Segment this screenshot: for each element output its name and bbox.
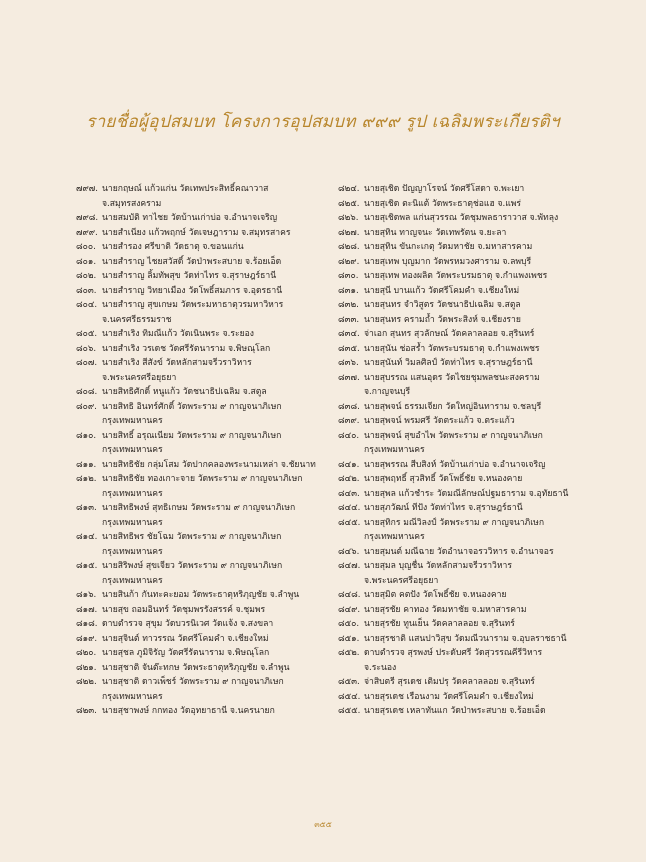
entry-text [102, 400, 338, 429]
list-item [338, 182, 600, 197]
list-item [338, 588, 600, 603]
entry-text [364, 516, 600, 545]
entry-number: ๘๕๔. [338, 691, 361, 702]
list-item [338, 342, 600, 357]
entry-text [102, 356, 338, 385]
entry-text [102, 632, 338, 647]
entry-number: ๘๔๗. [338, 561, 361, 571]
entry-number: ๘๑๗. [76, 604, 98, 615]
entry-name-line: นายสุทิกร มณีวิลงป์ วัดพระราม ๙ กาญจนาภิเษก [364, 517, 545, 528]
entry-name-line: นายสุเชิดพล แก่นสุวรรณ วัดชุมพลธาราวาส จ.พัทลุง [364, 213, 559, 223]
list-item [76, 429, 338, 458]
entry-number: ๘๐๑. [76, 256, 97, 267]
entry-number: ๘๑๔. [76, 532, 98, 542]
entry-text [364, 197, 600, 212]
entry-text [102, 646, 338, 661]
entry-number: ๘๒๙. [338, 256, 360, 267]
entry-name-line: นายสุพจน์ ธรรมเจียก วัดใหญ่อินทาราม จ.ชลบุรี [364, 401, 542, 412]
list-item [76, 342, 338, 357]
entry-text [364, 226, 600, 241]
list-item [338, 429, 600, 458]
entry-number: ๘๐๗. [76, 358, 98, 368]
entry-name-line: ดาบตำรวจ สุขุม วัดบวรนิเวศ วัดแจ้ง จ.สงขลา [102, 619, 274, 629]
entry-name-line: นายสำเริง สีสังข์ วัดหลักสามจรีวราวิหาร [102, 358, 252, 368]
entry-number: ๘๔๔. [338, 503, 361, 513]
list-item [338, 690, 600, 705]
list-item [338, 603, 600, 618]
entry-continuation-line: จ.พระนครศรีอยุธยา [364, 575, 439, 586]
entry-name-line: นายสำเริง ทิมณีแก้ว วัดเนินพระ จ.ระยอง [102, 329, 255, 339]
list-item [338, 458, 600, 473]
list-item [338, 400, 600, 415]
list-item [338, 356, 600, 371]
entry-text [364, 269, 600, 284]
list-item [76, 603, 338, 618]
entry-name-line: จ่าสิบตรี สุรเดช เติมปรุ วัดคลาลลอย จ.สุรินทร์ [364, 677, 535, 687]
entry-number: ๘๕๒. [338, 648, 360, 658]
entry-number: ๘๕๑. [338, 633, 360, 644]
entry-name-line: นายสำรอง ศรีขาติ วัดธาตุ จ.ขอนแก่น [102, 242, 244, 252]
entry-number: ๘๒๖. [338, 213, 359, 223]
entry-text [364, 240, 600, 255]
entry-text [364, 414, 600, 429]
list-item [76, 269, 338, 284]
entry-number: ๘๐๓. [76, 285, 97, 296]
entry-number: ๘๒๗. [338, 227, 360, 238]
entry-text [364, 458, 600, 473]
entry-continuation-line: จ.นครศรีธรรมราช [102, 314, 172, 325]
entry-number: ๘๑๐. [76, 430, 97, 441]
entry-number: ๘๔๖. [338, 546, 360, 557]
entry-number: ๘๔๘. [338, 590, 361, 600]
list-item [76, 632, 338, 647]
entry-text [364, 545, 600, 560]
list-item [338, 226, 600, 241]
entry-name-line: นายสุเทพ บุญมาก วัดพรหมวงศาราม จ.ลพบุรี [364, 256, 532, 267]
entry-continuation-line: กรุงเทพมหานคร [102, 546, 163, 557]
entry-number: ๘๔๕. [338, 517, 361, 528]
entry-name-line: นายสุพล แก้วชำระ วัดมณีลักษณ์ปฐมธาราม จ.อุทัยธานี [364, 488, 569, 499]
entry-name-line: นายสิทธิชัย ทองเกาะจาย วัดพระราม ๙ กาญจนาภิเษก [102, 474, 303, 484]
entry-name-line: นายกฤษณ์ แก้วแก่น วัดเทพประสิทธิ์คณาวาส [102, 184, 269, 194]
entry-number: ๘๓๐. [338, 271, 359, 281]
entry-number: ๘๑๘. [76, 619, 98, 629]
entry-text [102, 559, 338, 588]
entry-name-line: นายสุนัน ช่อสร้ำ วัดพระบรมธาตุ จ.กำแพงเพชร [364, 343, 540, 354]
list-item [76, 588, 338, 603]
entry-name-line: นายสุรชัย ทูนเย็น วัดคลาลลอย จ.สุรินทร์ [364, 619, 515, 629]
entry-name-line: นายสุทิน ทาญจนะ วัดเทพรัตน จ.ยะลา [364, 227, 507, 238]
entry-continuation-line: จ.พระนครศรีอยุธยา [102, 372, 177, 383]
list-item [76, 226, 338, 241]
entry-text [364, 559, 600, 588]
entry-number: ๘๒๒. [76, 677, 97, 687]
list-item [338, 617, 600, 632]
entry-text [102, 385, 338, 400]
entry-text [364, 632, 600, 647]
entry-text [102, 226, 338, 241]
entry-text [364, 371, 600, 400]
list-item [76, 385, 338, 400]
entry-number: ๘๔๑. [338, 459, 360, 470]
entry-text [102, 240, 338, 255]
entry-text [102, 211, 338, 226]
entry-name-line: นายสุจินต์ ทาวรรณ วัดศรีโคมคำ จ.เชียงใหม่ [102, 633, 269, 644]
entry-text [364, 182, 600, 197]
entry-text [102, 429, 338, 458]
list-item [338, 240, 600, 255]
entry-number: ๘๑๙. [76, 633, 98, 644]
list-item [338, 545, 600, 560]
entry-name-line: นายสุพจน์ พรมศรี วัดตระแก้ว จ.ตระแก้ว [364, 416, 515, 426]
list-item [76, 284, 338, 299]
entry-number: ๘๓๓. [338, 314, 360, 325]
entry-number: ๘๒๘. [338, 242, 360, 252]
entry-text [102, 472, 338, 501]
entry-name-line: นายสุชาติ ดาวเพ็ชร์ วัดพระราม ๙ กาญจนาภิเษก [102, 677, 284, 687]
entry-text [364, 356, 600, 371]
entry-text [364, 472, 600, 487]
entry-name-line: นายสำเริง วรเดช วัดศรีรัตนาราม จ.พิษณุโลก [102, 343, 271, 354]
entry-continuation-line: จ.กาญจนบุรี [364, 387, 411, 397]
list-item [338, 472, 600, 487]
entry-number: ๘๓๒. [338, 300, 359, 310]
entry-name-line: นายสุนี บานแก้ว วัดศรีโคมคำ จ.เชียงใหม่ [364, 285, 520, 296]
entry-text [102, 327, 338, 342]
list-item [338, 269, 600, 284]
list-item [76, 675, 338, 704]
entry-name-line: นายสมบัติ ทาไชย วัดบ้านเก่าบ่อ จ.อำนาจเจริญ [102, 213, 278, 223]
entry-number: ๘๓๖. [338, 358, 359, 368]
list-item [76, 298, 338, 327]
entry-number: ๘๕๐. [338, 619, 360, 629]
entry-number: ๘๐๔. [76, 300, 98, 310]
list-item [76, 661, 338, 676]
entry-text [364, 690, 600, 705]
left-column [76, 182, 338, 719]
entry-text [364, 487, 600, 502]
entry-text [364, 400, 600, 415]
list-item [76, 400, 338, 429]
entry-number: ๘๕๓. [338, 677, 360, 687]
list-item [76, 501, 338, 530]
list-item [76, 559, 338, 588]
entry-text [102, 704, 338, 719]
entry-text [364, 675, 600, 690]
list-item [76, 458, 338, 473]
list-item [76, 472, 338, 501]
entry-text [364, 704, 600, 719]
entry-name-line: นายสุชาติ จันต๊ะทกษ วัดพระธาตุหริภุญชัย จ.ลำพูน [102, 662, 290, 673]
entry-name-line: นายสำราญ วิทยาเมือง วัดโพธิ์สมภาร จ.อุดรธานี [102, 285, 283, 296]
entry-name-line: นายสุพจน์ สุขอำไพ วัดพระราม ๙ กาญจนาภิเษก [364, 430, 543, 441]
entry-name-line: นายสำราญ ลิ้มทัพสุข วัดท่าไทร จ.สุราษฎร์ธานี [102, 271, 277, 281]
entry-number: ๘๒๕. [338, 198, 360, 209]
list-item [76, 617, 338, 632]
entry-number: ๘๓๗. [338, 372, 360, 383]
list-item [338, 632, 600, 647]
entry-text [102, 255, 338, 270]
entry-name-line: นายสิริพงษ์ สุขเจียว วัดพระราม ๙ กาญจนาภิเษก [102, 561, 283, 571]
entry-continuation-line: จ.ระนอง [364, 662, 397, 673]
entry-number: ๘๔๓. [338, 488, 360, 499]
entry-number: ๘๓๘. [338, 401, 360, 412]
entry-number: ๘๐๘. [76, 387, 98, 397]
entry-text [364, 617, 600, 632]
entry-text [102, 530, 338, 559]
entry-number: ๘๓๑. [338, 285, 359, 296]
list-item [338, 211, 600, 226]
entry-name-line: นายสินก้า กันทะคะยอม วัดพระธาตุหริภุญชัย จ.ลำพูน [102, 590, 300, 600]
entry-name-line: นายสุพฤทธิ์ สุวสิทธิ์ วัดโพธิ์ชัย จ.หนองคาย [364, 474, 523, 484]
entry-number: ๗๙๘. [76, 213, 99, 223]
entry-number: ๘๑๕. [76, 561, 98, 571]
entry-text [364, 298, 600, 313]
entry-number: ๘๔๙. [338, 604, 361, 615]
entry-name-line: นายสุนทร ครามถ้ำ วัดพระสิงห์ จ.เชียงราย [364, 314, 521, 325]
entry-text [364, 429, 600, 458]
list-item [76, 240, 338, 255]
entry-text [364, 603, 600, 618]
entry-text [102, 501, 338, 530]
entry-name-line: นายสิทธิ์ อรุณเนียม วัดพระราม ๙ กาญจนาภิเษก [102, 430, 282, 441]
entry-continuation-line: กรุงเทพมหานคร [102, 445, 163, 455]
entry-text [364, 211, 600, 226]
page-title: รายชื่อผู้อุปสมบท โครงการอุปสมบท ๙๙๙ รูป เฉลิมพระเกียรติฯ [86, 112, 560, 132]
list-item [338, 487, 600, 502]
entry-text [102, 617, 338, 632]
entry-name-line: นายสุนทร จำวิสูตร วัดชนาธิปเฉลิม จ.สตูล [364, 300, 521, 310]
entry-text [102, 342, 338, 357]
entry-name-line: นายสุเทพ ทองผลิต วัดพระบรมธาตุ จ.กำแพงเพชร [364, 271, 548, 281]
list-item [338, 327, 600, 342]
entry-continuation-line: กรุงเทพมหานคร [102, 691, 163, 702]
entry-name-line: นายสุรเดช เรือนงาม วัดศรีโคมคำ จ.เชียงใหม่ [364, 691, 534, 702]
entry-text [102, 298, 338, 327]
list-item [338, 704, 600, 719]
entry-name-line: นายสิทธิ อินทร์ศักดิ์ วัดพระราม ๙ กาญจนาภิเษก [102, 401, 282, 412]
entry-number: ๘๐๒. [76, 271, 97, 281]
entry-name-line: นายสิทธิพร ชัยโฉม วัดพระราม ๙ กาญจนาภิเษก [102, 532, 282, 542]
entry-name-line: นายสุมิต คตปัง วัดโพธิ์ชัย จ.หนองคาย [364, 590, 507, 600]
entry-name-line: นายสุข ถอมอินทร์ วัดชุมพรรังสรรค์ จ.ชุมพร [102, 604, 266, 615]
list-item [338, 371, 600, 400]
list-item [338, 298, 600, 313]
entry-number: ๗๙๙. [76, 227, 98, 238]
entry-text [102, 675, 338, 704]
entry-text [364, 646, 600, 675]
list-item [76, 646, 338, 661]
entry-name-line: นายสุมล บุญชื่น วัดหลักสามจรีวราวิหาร [364, 561, 512, 571]
list-item [338, 516, 600, 545]
entry-name-line: นายสิทธิพงษ์ สุทธิเกษม วัดพระราม ๙ กาญจนาภิเษก [102, 503, 296, 513]
entry-name-line: นายสุเชิด ตะนิแต้ วัดพระธาตุช่อแฮ จ.แพร่ [364, 198, 522, 209]
entry-name-line: นายสุนันท์ วิมลศิลป์ วัดท่าไทร จ.สุราษฎร์ธานี [364, 358, 533, 368]
entry-continuation-line: กรุงเทพมหานคร [102, 575, 163, 586]
entry-number: ๘๑๑. [76, 459, 97, 470]
entry-name-line: นายสำเนียง แก้วพฤกษ์ วัดเจษฎาราม จ.สมุทรสาคร [102, 227, 291, 238]
entry-continuation-line: จ.สมุทรสงคราม [102, 198, 162, 209]
right-column [338, 182, 600, 719]
page-number: ๓๕๕ [314, 820, 332, 829]
list-item [76, 182, 338, 211]
entry-text [364, 342, 600, 357]
entry-name-line: นายสำราญ สุขเกษม วัดพระมหาธาตุวรมหาวิหาร [102, 300, 284, 310]
entry-number: ๘๔๒. [338, 474, 360, 484]
list-item [76, 356, 338, 385]
entry-text [102, 182, 338, 211]
entry-name-line: นายสิทธิชัย กลุ่มโสม วัดปากคลองพระนามเหล่า จ.ชัยนาท [102, 459, 316, 470]
entry-number: ๘๐๖. [76, 343, 97, 354]
list-item [338, 313, 600, 328]
entry-text [102, 661, 338, 676]
entry-name-line: นายสุพรรณ สีบสิงห์ วัดบ้านเก่าบ่อ จ.อำนาจเจริญ [364, 459, 546, 470]
entry-number: ๘๐๙. [76, 401, 97, 412]
list-item [76, 255, 338, 270]
entry-number: ๘๒๓. [76, 706, 97, 716]
entry-name-line: นายสุบรรณ แสนอุดร วัดไชยชุมพลชนะสงคราม [364, 372, 540, 383]
entry-text [364, 255, 600, 270]
entry-number: ๘๑๒. [76, 474, 97, 484]
entry-name-line: นายสำราญ ไชยสวัสดิ์ วัดป่าพระสบาย จ.ร้อยเอ็ด [102, 256, 282, 267]
list-item [338, 501, 600, 516]
entry-name-line: นายสุรชัย คาทอง วัดมหาชัย จ.มหาสารคาม [364, 604, 527, 615]
entry-continuation-line: กรุงเทพมหานคร [102, 488, 163, 499]
entry-number: ๘๑๓. [76, 503, 97, 513]
entry-name-line: นายสุภวัฒน์ ทีปัง วัดท่าไทร จ.สุราษฎร์ธานี [364, 503, 523, 513]
entry-text [102, 269, 338, 284]
entry-name-line: นายสุทิน ขันกะเกตุ วัดมหาชัย จ.มหาสารคาม [364, 242, 533, 252]
entry-name-line: นายสุเชิด ปัญญาโรจน์ วัดศรีโสดา จ.พะเยา [364, 184, 525, 194]
entry-text [102, 588, 338, 603]
entry-text [102, 603, 338, 618]
entry-number: ๘๔๐. [338, 430, 360, 441]
entry-continuation-line: กรุงเทพมหานคร [364, 532, 425, 542]
entry-name-line: นายสุรชาติ แสนปาวิสุข วัดมณีวนาราม จ.อุบลราชธานี [364, 633, 567, 644]
list-item [338, 675, 600, 690]
entry-text [364, 313, 600, 328]
list-item [338, 255, 600, 270]
entry-number: ๘๐๐. [76, 242, 96, 252]
entry-continuation-line: กรุงเทพมหานคร [102, 416, 163, 426]
entry-text [364, 327, 600, 342]
entry-number: ๘๓๔. [338, 329, 360, 339]
entry-name-line: ดาบตำรวจ สุรพงษ์ ประดับศรี วัดสุวรรณคีรีวิหาร [364, 648, 543, 658]
entry-number: ๘๒๐. [76, 648, 97, 658]
entry-number: ๘๓๙. [338, 416, 360, 426]
list-item [76, 530, 338, 559]
entry-number: ๘๕๕. [338, 706, 361, 716]
list-item [76, 327, 338, 342]
list-item [338, 284, 600, 299]
entry-number: ๗๙๗. [76, 184, 98, 194]
list-item [338, 646, 600, 675]
list-item [338, 197, 600, 212]
entry-number: ๘๓๕. [338, 343, 360, 354]
list-item [338, 559, 600, 588]
entry-number: ๘๒๔. [338, 184, 360, 194]
entry-text [364, 284, 600, 299]
entry-text [364, 588, 600, 603]
entry-continuation-line: กรุงเทพมหานคร [364, 445, 425, 455]
entry-name-line: นายสุมนต์ มณีฉาย วัดอำนาจอรววิหาร จ.อำนาจอร [364, 546, 554, 557]
entry-number: ๘๒๑. [76, 662, 97, 673]
entry-name-line: นายสุชาพงษ์ กกทอง วัดอุทยาธานี จ.นครนายก [102, 706, 275, 716]
entry-text [364, 501, 600, 516]
entry-text [102, 284, 338, 299]
entry-name-line: นายสุชล ภูมิจิรัญ วัดศรีรัตนาราม จ.พิษณุโลก [102, 648, 270, 658]
entry-name-line: จ่าเอก สุนทร สุวลักษณ์ วัดคลาลลอย จ.สุรินทร์ [364, 329, 535, 339]
entry-name-line: นายสิทธิศักดิ์ หนูแก้ว วัดชนาธิปเฉลิม จ.สตูล [102, 387, 267, 397]
entry-number: ๘๐๕. [76, 329, 98, 339]
list-item [338, 414, 600, 429]
list-item [76, 211, 338, 226]
entry-text [102, 458, 338, 473]
entry-name-line: นายสุรเดช เหลาทันแก วัดป่าพระสบาย จ.ร้อยเอ็ด [364, 706, 546, 716]
entry-number: ๘๑๖. [76, 590, 97, 600]
list-item [76, 704, 338, 719]
entry-continuation-line: กรุงเทพมหานคร [102, 517, 163, 528]
